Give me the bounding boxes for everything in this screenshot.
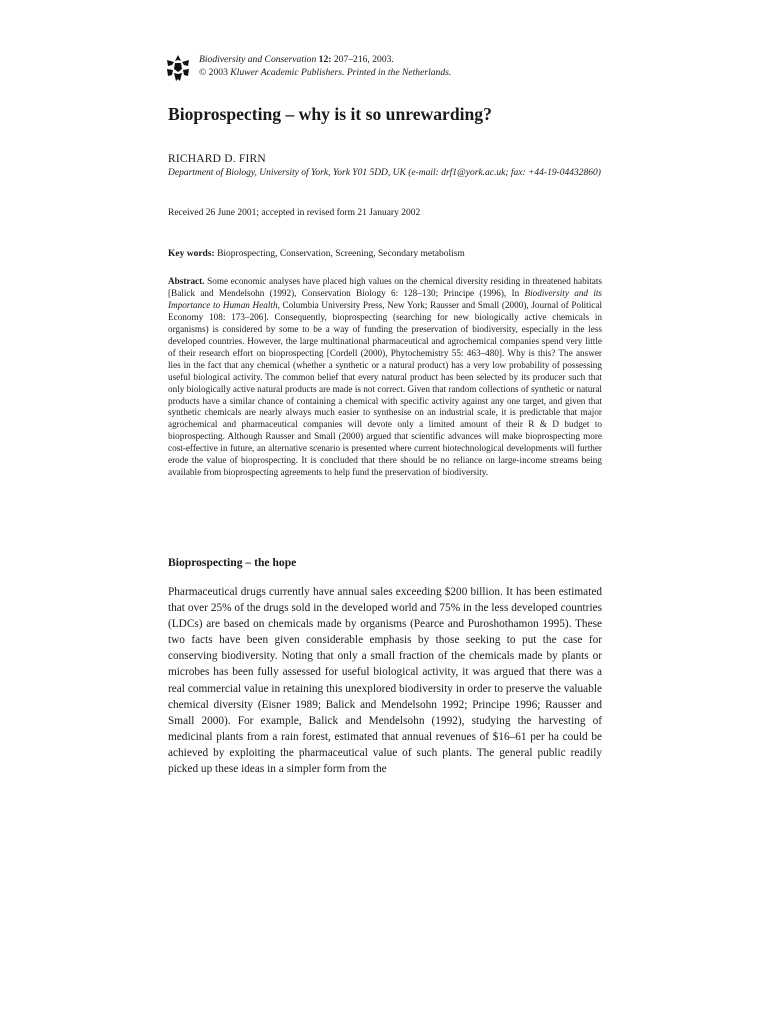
journal-volume: 12: xyxy=(318,54,332,65)
journal-header xyxy=(199,53,451,79)
keywords-text: Bioprospecting, Conservation, Screening, Secondary metabolism xyxy=(214,249,465,259)
publisher-logo-icon xyxy=(166,54,190,82)
received-dates: Received 26 June 2001; accepted in revised form 21 January 2002 xyxy=(168,208,421,218)
section-heading: Bioprospecting – the hope xyxy=(168,556,297,569)
abstract-text-part2: , Columbia University Press, New York; Rausser and Small (2000), Journal of Political Economy 108: 173–206]. Consequently, bioprospecting (searching for new biologically active chemicals in organisms) is considered by some to be a way of funding the preservation of biodiversity, especially in the less developed countries. However, the large multinational pharmaceutical and agrochemical companies spend very little of their research effort on bioprospecting [Cordell (2000), Phytochemistry 55: 463–480]. Why is this? The answer lies in the fact that any chemical (whether a synthetic or a natural product) has a very low probability of possessing useful biological activity. The common belief that every natural product has been selected by its producer such that only biologically active natural products are made is not correct. Given that random collections of synthetic or natural products have a similar chance of containing a chemical with specific activity against any one target, and given that synthetic chemicals are nearly always much easier to synthesise on an industrial scale, it is predictable that major agrochemical and pharmaceutical companies will devote only a limited amount of their R & D budget to bioprospecting. Although Rausser and Small (2000) argued that scientific advances will make bioprospecting more cost-effective in future, an alternative scenario is presented where current biotechnological developments will further erode the value of bioprospecting. It is concluded that there should be no reliance on large-income streams being available from bioprospecting agreements to help fund the preservation of biodiversity. xyxy=(168,299,602,478)
keywords xyxy=(168,249,465,259)
body-paragraph: Pharmaceutical drugs currently have annual sales exceeding $200 billion. It has been estimated that over 25% of the drugs sold in the developed world and 75% in the less developed countries (LDCs) are based on chemicals made by organisms (Pearce and Puroshothamon 1995). These two facts have been given considerable emphasis by those seeking to put the case for conserving biodiversity. Noting that only a small fraction of the chemicals made by plants or microbes has been fully assessed for useful biological activity, it was argued that there was a real commercial value in retaining this unexplored biodiversity in order to preserve the valuable chemical diversity (Eisner 1989; Balick and Mendelsohn 1992; Principe 1996; Rausser and Small 2000). For example, Balick and Mendelsohn (1992), studying the harvesting of medicinal plants from a rain forest, estimated that annual revenues of $16–61 per ha could be achieved by exploiting the pharmaceutical value of such plants. The general public readily picked up these ideas in a simpler form from the xyxy=(168,586,602,776)
journal-pages-year: 207–216, 2003. xyxy=(331,54,394,65)
publisher-line: Kluwer Academic Publishers. Printed in the Netherlands. xyxy=(230,67,452,78)
abstract-label: Abstract. xyxy=(168,276,205,286)
paper-title: Bioprospecting – why is it so unrewarding? xyxy=(168,104,492,124)
journal-name: Biodiversity and Conservation xyxy=(199,54,317,65)
author-affiliation: Department of Biology, University of York, York Y01 5DD, UK (e-mail: drf1@york.ac.uk; fax: +44-19-04432860) xyxy=(168,168,601,178)
abstract-text-part1: Some economic analyses have placed high values on the chemical diversity residing in threatened habitats [Balick and Mendelsohn (1992), Conservation Biology 6: 128–130; Principe (1996), In xyxy=(168,276,602,298)
copyright-prefix: © 2003 xyxy=(199,67,231,78)
abstract-book-title: Biodiversity and its Importance to Human Health xyxy=(168,287,603,310)
keywords-label: Key words: xyxy=(168,249,215,259)
author-name: RICHARD D. FIRN xyxy=(168,153,266,165)
abstract xyxy=(168,276,602,479)
